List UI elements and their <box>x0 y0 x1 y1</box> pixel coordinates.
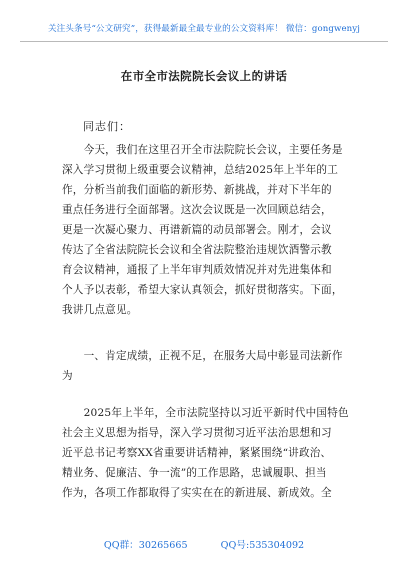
qq-account-number: QQ号:535304092 <box>220 540 305 551</box>
paragraph-line: 作，分析当前我们面临的新形势、新挑战，并对下半年的 <box>62 184 332 196</box>
section-heading-one <box>62 346 348 386</box>
paragraph-line: 深入学习贯彻上级重要会议精神，总结2025年上半年的工 <box>62 164 339 176</box>
header-banner: 关注头条号“公文研究”，获得最新最全最专业的公文资料库！ 微信：gongwenyj <box>47 24 361 34</box>
paragraph-achievements <box>62 403 348 503</box>
paragraph-line: 传达了全省法院院长会议和全省法院整治违规饮酒警示教 <box>62 244 332 256</box>
paragraph-line: 重点任务进行全面部署。这次会议既是一次回顾总结会， <box>62 204 332 216</box>
paragraph-line: 个人予以表彰，希望大家认真领会，抓好贯彻落实。下面， <box>62 284 343 296</box>
paragraph-line: 作为，各项工作都取得了实实在在的新进展、新成效。全 <box>62 487 332 499</box>
paragraph-line: 社会主义思想为指导，深入学习贯彻习近平法治思想和习 <box>62 427 332 439</box>
paragraph-line: 近平总书记考察XX省重要讲话精神，紧紧围绕“讲政治、 <box>62 447 332 459</box>
paragraph-line: 我讲几点意见。 <box>62 304 138 316</box>
paragraph-opening <box>62 140 348 320</box>
paragraph-line: 今天，我们在这里召开全市法院院长会议，主要任务是 <box>62 144 343 156</box>
footer-contact <box>0 537 408 551</box>
header-divider <box>20 41 388 42</box>
paragraph-line: 育会议精神，通报了上半年审判质效情况并对先进集体和 <box>62 264 332 276</box>
salutation: 同志们： <box>83 120 131 133</box>
section-heading-line: 一、肯定成绩，正视不足，在服务大局中彰显司法新作 <box>62 350 343 362</box>
paragraph-line: 精业务、促廉洁、争一流”的工作思路，忠诚履职、担当 <box>62 467 327 479</box>
qq-group-number: QQ群：30265665 <box>103 540 188 551</box>
paragraph-line: 2025年上半年，全市法院坚持以习近平新时代中国特色 <box>62 407 349 419</box>
document-title: 在市全市法院院长会议上的讲话 <box>120 69 288 83</box>
section-heading-line: 为 <box>62 370 73 382</box>
paragraph-line: 更是一次凝心聚力、再谱新篇的动员部署会。刚才，会议 <box>62 224 332 236</box>
